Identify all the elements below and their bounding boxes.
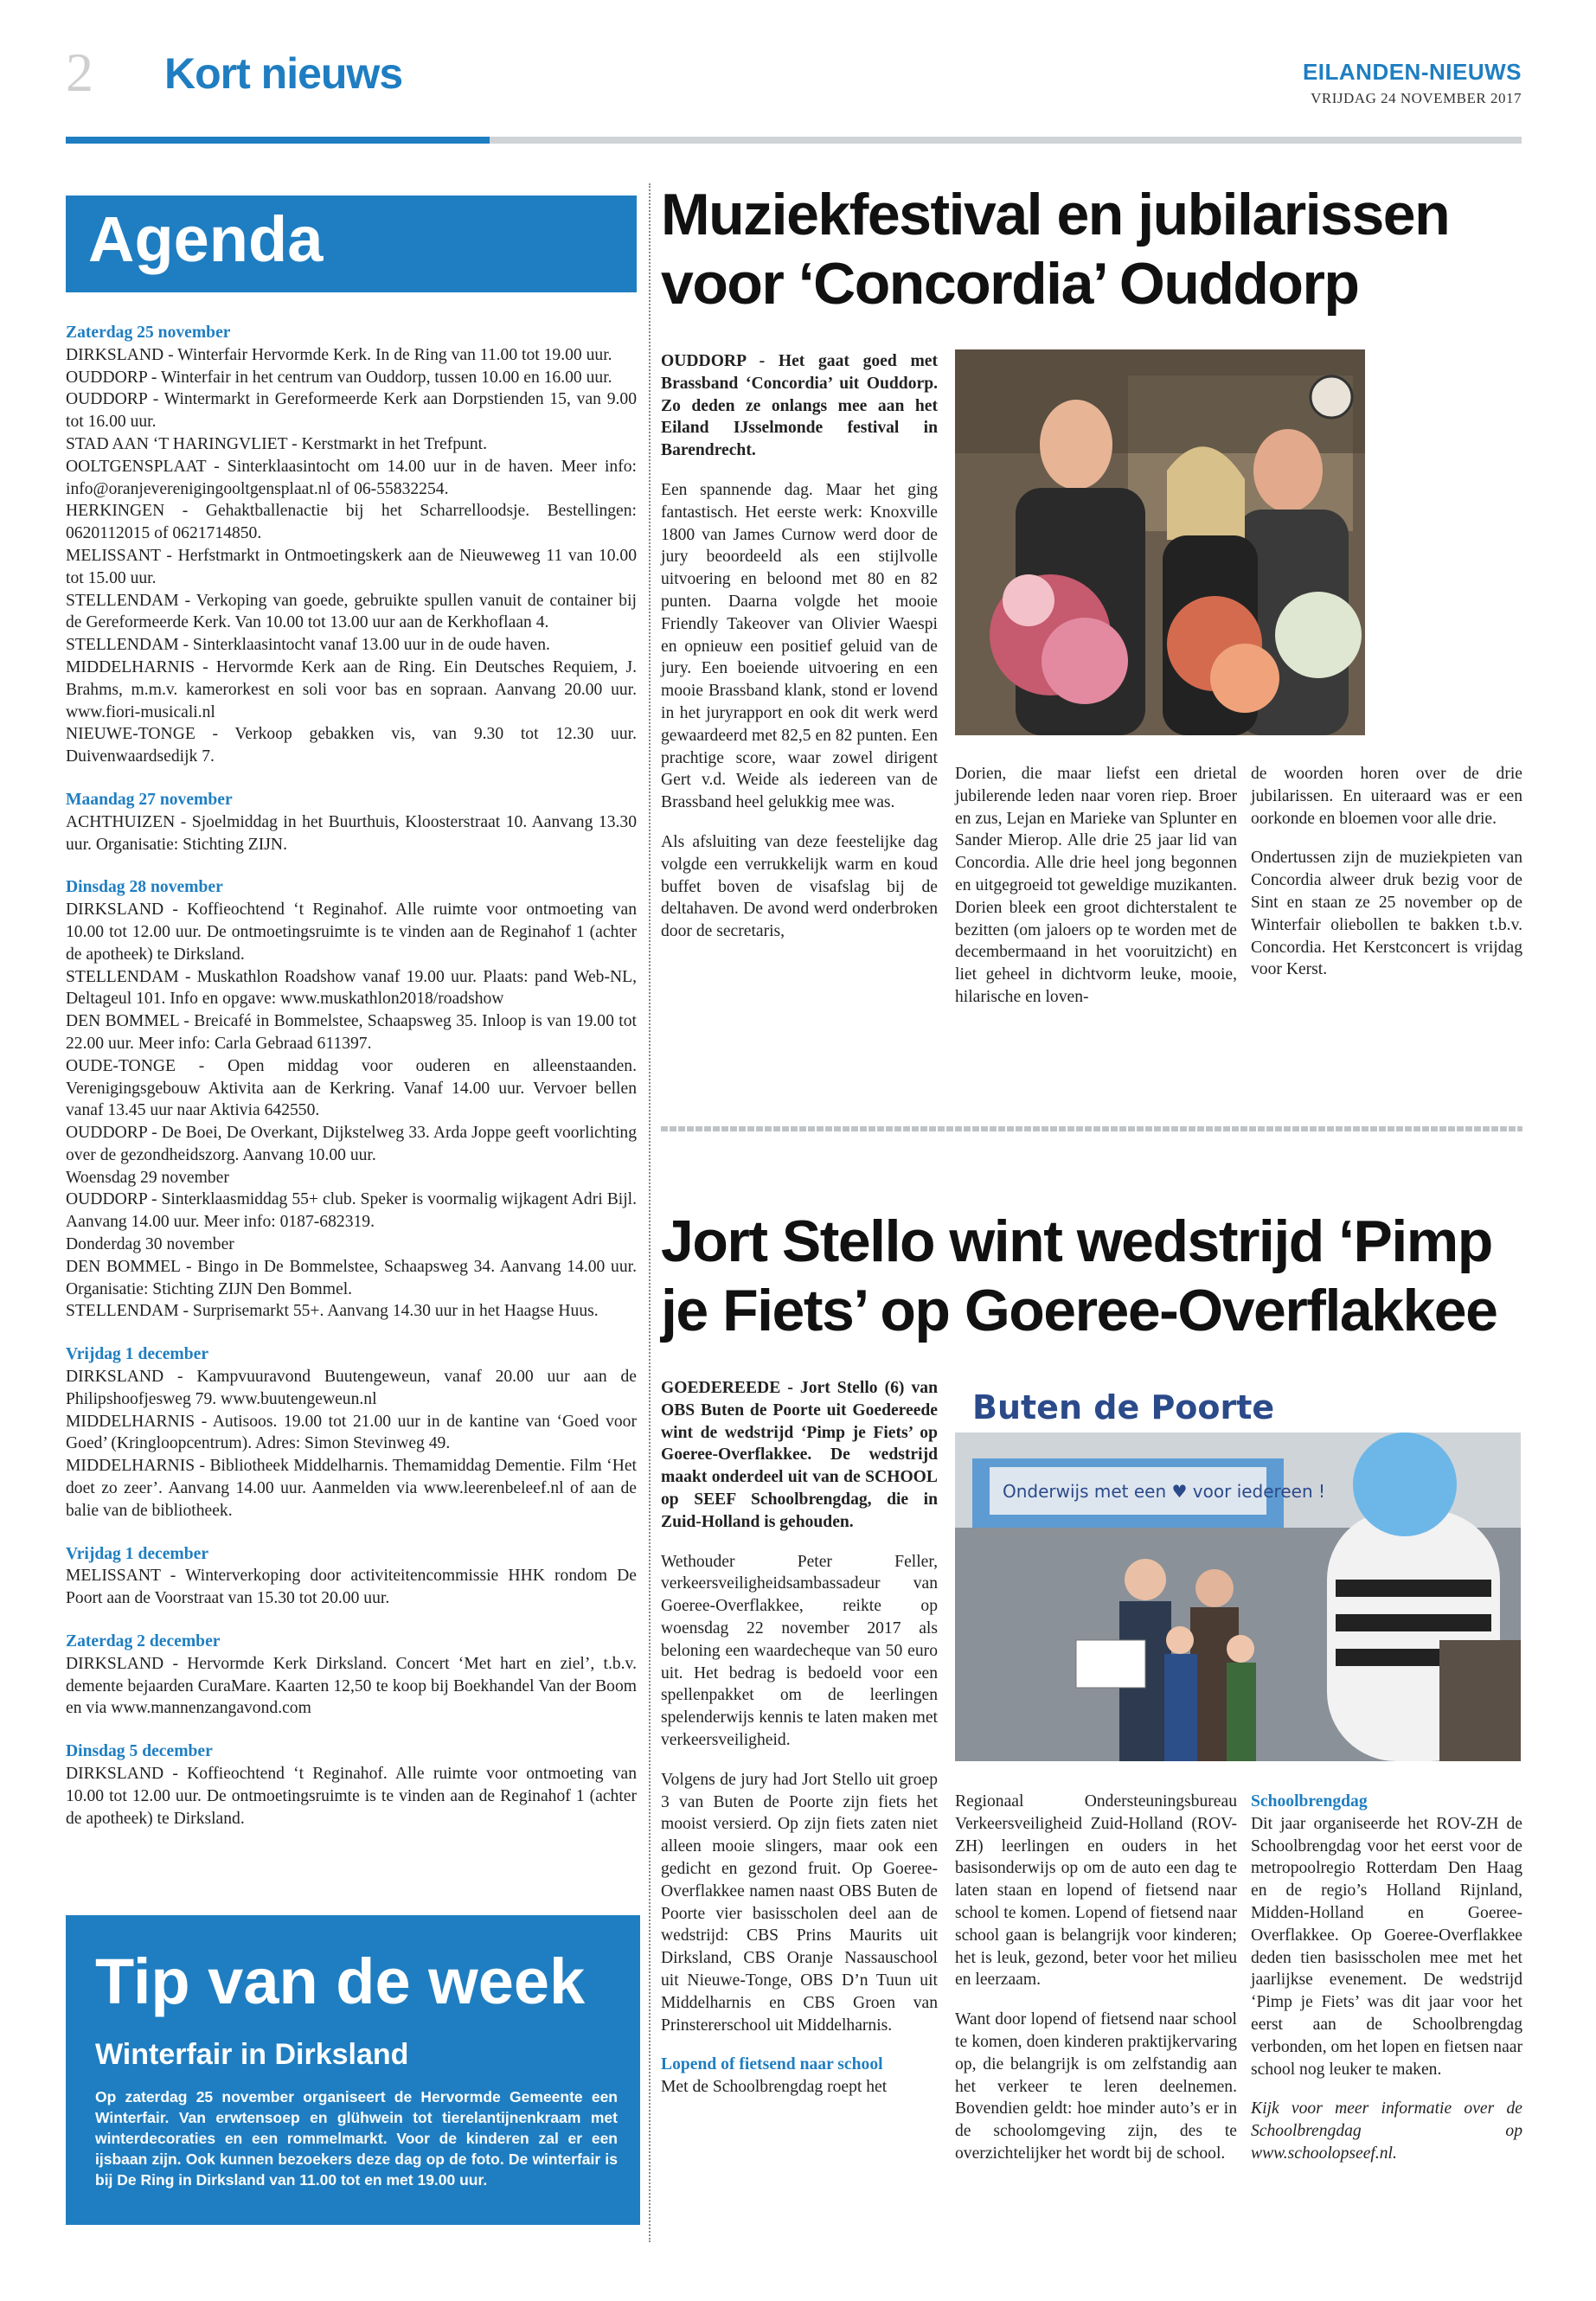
agenda-entry: NIEUWE-TONGE - Verkoop gebakken vis, van 9.30 tot 12.30 uur. Duivenwaardsedijk 7.	[66, 725, 637, 766]
agenda-entry: DIRKSLAND - Winterfair Hervormde Kerk. In de Ring van 11.00 tot 19.00 uur.	[66, 345, 612, 364]
agenda-entry: ACHTHUIZEN - Sjoelmiddag in het Buurthuis, Kloosterstraat 10. Aanvang 13.30 uur. Organisatie: Stichting ZIJN.	[66, 812, 637, 854]
agenda-entry: STELLENDAM - Verkoping van goede, gebruikte spullen vanuit de container bij de Gereformeerde Kerk. Van 10.00 tot 13.00 uur aan de Kerkhoflaan 4.	[66, 591, 637, 632]
article2-headline: Jort Stello wint wedstrijd ‘Pimp je Fiets’ op Goeree-Overflakkee	[661, 1208, 1497, 1343]
band-members-photo-illustration	[955, 349, 1365, 735]
article1-lead: OUDDORP - Het gaat goed met Brassband ‘Concordia’ uit Ouddorp. Zo deden ze onlangs mee aan het Eiland IJsselmonde festival in Barendrecht.	[661, 352, 938, 460]
agenda-entry: STELLENDAM - Surprisemarkt 55+. Aanvang 14.30 uur in het Haagse Huus.	[66, 1302, 599, 1321]
agenda-entry: OUDE-TONGE - Open middag voor ouderen en alleenstaanden. Verenigingsgebouw Aktivita aan de Kerkring. Vanaf 14.00 uur. Vervoer bellen vanaf 13.45 uur naar Aktivia 642550.	[66, 1056, 637, 1120]
article1-paragraph: Dorien, die maar liefst een drietal jubilerende leden naar voren riep. Broer en zus, Lejan en Marieke van Splunter en Sander Mierop. Alle drie 25 jaar lid van Concordia. Alle drie heel jong begonnen en uitgegroeid tot geweldige muzikanten. Dorien bleek een groot dichterstalent te bezitten (om jaloers op te worden met de decembermaand in het vooruitzicht) en liet geheel in dichtvorm leuke, mooie, hilarische en loven-	[955, 765, 1237, 1006]
agenda-entry: OUDDORP - Winterfair in het centrum van Ouddorp, tussen 10.00 en 16.00 uur.	[66, 368, 612, 387]
agenda-entry: STELLENDAM - Sinterklaasintocht vanaf 13.00 uur in de oude haven.	[66, 636, 550, 655]
agenda-entry: OUDDORP - Sinterklaasmiddag 55+ club. Speker is voormalig wijkagent Adri Bijl. Aanvang 14.00 uur. Meer info: 0187-682319.	[66, 1190, 637, 1232]
article2-note: Kijk voor meer informatie over de Schoolbrengdag op www.schoolopseef.nl.	[1251, 2099, 1522, 2163]
agenda-entry: MIDDELHARNIS - Hervormde Kerk aan de Ring. Ein Deutsches Requiem, J. Brahms, m.m.v. kamerorkest en soli voor bas en sopraan. Aanvang 20.00 uur. www.fiori-musicali.nl	[66, 657, 637, 721]
tip-body: Op zaterdag 25 november organiseert de Hervormde Gemeente een Winterfair. Van erwtensoep en glühwein tot tierelantijnenkraam met winterdecoraties en een rommelmarkt. Voor de kinderen zal er een ijsbaan zijn. Ook kunnen bezoekers deze dag op de foto. De winterfair is bij De Ring in Dirksland van 11.00 tot en met 19.00 uur.	[95, 2088, 618, 2189]
article1-photo	[955, 349, 1365, 735]
agenda-entry: STELLENDAM - Muskathlon Roadshow vanaf 19.00 uur. Plaats: pand Web-NL, Deltageul 101. Info en opgave: www.muskathlon2018/roadshow	[66, 967, 637, 1009]
agenda-entry: DIRKSLAND - Koffieochtend ‘t Reginahof. Alle ruimte voor ontmoeting van 10.00 tot 12.00 uur. De ontmoetingsruimte is te vinden aan de Reginahof 1 (achter de apotheek) te Dirksland.	[66, 901, 637, 964]
agenda-entry: DEN BOMMEL - Breicafé in Bommelstee, Schaapsweg 35. Inloop is van 19.00 tot 22.00 uur. Meer info: Carla Gebraad 611397.	[66, 1012, 637, 1053]
agenda-day: Zaterdag 2 december	[66, 1632, 221, 1651]
agenda-entry: MIDDELHARNIS - Bibliotheek Middelharnis. Themamiddag Dementie. Film ‘Het doet zo zeer’. Aanvang 14.00 uur. Aanmelden via www.leerenbeleef.nl of aan de balie van de bibliotheek.	[66, 1457, 637, 1520]
column-divider	[649, 183, 651, 2242]
tip-title: Tip van de week	[95, 1945, 586, 2017]
article2-paragraph: Wethouder Peter Feller, verkeersveiligheidsambassadeur van Goeree-Overflakkee, reikte op woensdag 22 november 2017 als beloning een waardecheque van 50 euro uit. Het bedrag is bedoeld voor een spellenpakket om de leerlingen spelenderwijs kennis te laten maken met verkeersveiligheid.	[661, 1552, 938, 1749]
header-rule-accent	[66, 137, 490, 144]
article1-headline: Muziekfestival en jubilarissen voor ‘Concordia’ Ouddorp	[661, 182, 1450, 317]
article2-paragraph: Met de Schoolbrengdag roept het	[661, 2078, 888, 2097]
agenda-entry: DIRKSLAND - Kampvuuravond Buutengeweun, vanaf 20.00 uur aan de Philipshoofjesweg 79. www.buutengeweun.nl	[66, 1368, 637, 1408]
agenda-day: Zaterdag 25 november	[66, 324, 231, 342]
article2-col3	[1251, 1791, 1522, 2165]
agenda-entry: HERKINGEN - Gehaktballenactie bij het Scharrelloodsje. Bestellingen: 0620112015 of 0621714850.	[66, 502, 637, 543]
photo-banner-text: Onderwijs met een ♥ voor iedereen !	[1003, 1481, 1325, 1502]
agenda-entry: DIRKSLAND - Koffieochtend ‘t Reginahof. Alle ruimte voor ontmoeting van 10.00 tot 12.00 uur. De ontmoetingsruimte is te vinden aan de Reginahof 1 (achter de apotheek) te Dirksland.	[66, 1765, 637, 1828]
agenda-entry: MIDDELHARNIS - Autisoos. 19.00 tot 21.00 uur in de kantine van ‘Goed voor Goed’ (Kringloopcentrum). Adres: Simon Stevinweg 49.	[66, 1412, 637, 1453]
agenda-entry: Donderdag 30 november	[66, 1235, 234, 1254]
article2-photo	[955, 1381, 1521, 1761]
agenda-entry: DIRKSLAND - Hervormde Kerk Dirksland. Concert ‘Met hart en ziel’, t.b.v. demente bejaarden CuraMare. Kaarten 12,50 te koop bij Boekhandel Van der Boom en via www.mannenzangavond.com	[66, 1654, 637, 1718]
article1-paragraph: Ondertussen zijn de muziekpieten van Concordia alweer druk bezig voor de Sint en staan ze 25 november op de Winterfair oliebollen te bakken t.b.v. Concordia. Het Kerstconcert is vrijdag voor Kerst.	[1251, 849, 1522, 979]
agenda-list	[66, 322, 637, 1830]
agenda-entry: STAD AAN ‘T HARINGVLIET - Kerstmarkt in het Trefpunt.	[66, 434, 487, 453]
agenda-entry: MELISSANT - Herfstmarkt in Ontmoetingskerk aan de Nieuweweg 11 van 10.00 tot 15.00 uur.	[66, 546, 637, 587]
agenda-entry: MELISSANT - Winterverkoping door activiteitencommissie HHK rondom De Poort aan de Voorstraat van 15.30 tot 20.00 uur.	[66, 1567, 637, 1608]
article1-paragraph: de woorden horen over de drie jubilarissen. En uiteraard was er een oorkonde en bloemen voor alle drie.	[1251, 765, 1522, 828]
article2-subhead: Lopend of fietsend naar school	[661, 2055, 883, 2074]
article1-paragraph: Als afsluiting van deze feestelijke dag volgde een verrukkelijk warm en koud buffet boven de visafslag bij de deltahaven. De avond werd onderbroken door de secretaris,	[661, 832, 938, 941]
article2-lead: GOEDEREEDE - Jort Stello (6) van OBS Buten de Poorte uit Goedereede wint de wedstrijd ‘Pimp je Fiets’ op Goeree-Overflakkee. De wedstrijd maakt onderdeel uit van de SCHOOL op SEEF Schoolbrengdag, die in Zuid-Holland is gehouden.	[661, 1379, 938, 1531]
issue-date: VRIJDAG 24 NOVEMBER 2017	[1311, 90, 1522, 106]
article1-col3	[1251, 763, 1522, 981]
newspaper-logo: EILANDEN-NIEUWS	[1302, 59, 1522, 85]
agenda-day: Maandag 27 november	[66, 790, 233, 809]
agenda-title: Agenda	[88, 203, 324, 275]
article2-paragraph: Volgens de jury had Jort Stello uit groep 3 van Buten de Poorte zijn fiets het mooist versierd. Op zijn fiets zaten niet alleen mooie slingers, maar ook een gedicht en gezond fruit. Op Goeree-Overflakkee namen naast OBS Buten de Poorte vier basisscholen deel aan de wedstrijd: CBS Prins Maurits uit Dirksland, CBS Oranje Nassauschool uit Nieuwe-Tonge, OBS D’n Tuun uit Middelharnis en CBS Groen van Prinstererschool uit Middelharnis.	[661, 1770, 938, 2035]
article2-col2	[955, 1791, 1237, 2165]
agenda-entry: OUDDORP - De Boei, De Overkant, Dijkstelweg 33. Arda Joppe geeft voorlichting over de gezondheidszorg. Aanvang 10.00 uur.	[66, 1124, 637, 1164]
article2-col1	[661, 1377, 938, 2099]
agenda-day: Dinsdag 28 november	[66, 878, 223, 897]
page-number: 2	[66, 42, 93, 103]
agenda-day: Vrijdag 1 december	[66, 1345, 209, 1364]
photo-sign-text: Buten de Poorte	[972, 1388, 1275, 1426]
agenda-day: Dinsdag 5 december	[66, 1742, 213, 1761]
agenda-entry: DEN BOMMEL - Bingo in De Bommelstee, Schaapsweg 34. Aanvang 14.00 uur. Organisatie: Stichting ZIJN Den Bommel.	[66, 1257, 637, 1298]
article1-paragraph: Een spannende dag. Maar het ging fantastisch. Het eerste werk: Knoxville 1800 van James Curnow werd door de jury beoordeeld als een stijlvolle uitvoering en beloond met 80 en 82 punten. Daarna volgde het mooie Friendly Takeover van Olivier Waespi en opnieuw een positief geluid van de jury. Een boeiende uitvoering en een mooie Brassband klank, stond er lovend in het juryrapport en ook dit werk werd gewaardeerd met 82,5 en 82 punten. Een prachtige score, waar zowel dirigent Gert v.d. Weide als iedereen van de Brassband heel gelukkig mee was.	[661, 480, 938, 812]
article1-col1	[661, 350, 938, 943]
agenda-day: Vrijdag 1 december	[66, 1544, 209, 1563]
tip-box	[66, 1915, 640, 2225]
section-title: Kort nieuws	[164, 49, 403, 98]
agenda-entry: Woensdag 29 november	[66, 1168, 229, 1187]
article1-col2	[955, 763, 1237, 1009]
agenda-entry: OOLTGENSPLAAT - Sinterklaasintocht om 14.00 uur in de haven. Meer info: info@oranjeverenigingooltgensplaat.nl of 06-55832254.	[66, 457, 637, 498]
article2-paragraph: Dit jaar organiseerde het ROV-ZH de Schoolbrengdag voor het eerst voor de metropoolregio Rotterdam Den Haag en de regio’s Holland Rijnland, Midden-Holland en Goeree-Overflakkee. Op Goeree-Overflakkee deden tien basisscholen mee met het jaarlijkse evenement. De wedstrijd ‘Pimp je Fiets’ was dit jaar voor het eerst aan de Schoolbrengdag verbonden, om het lopen en fietsen naar school nog leuker te maken.	[1251, 1814, 1522, 2079]
article2-subhead: Schoolbrengdag	[1251, 1792, 1368, 1811]
tip-subtitle: Winterfair in Dirksland	[95, 2038, 409, 2071]
article-separator	[661, 1126, 1522, 1131]
article2-paragraph: Regionaal Ondersteuningsbureau Verkeersveiligheid Zuid-Holland (ROV-ZH) leerlingen en ouders in het basisonderwijs op om de auto een dag te laten staan en lopend of fietsend naar school te komen. Lopend of fietsend naar school gaan is belangrijk voor kinderen; het is leuk, gezond, beter voor het milieu en leerzaam.	[955, 1792, 1237, 1990]
agenda-entry: OUDDORP - Wintermarkt in Gereformeerde Kerk aan Dorpstienden 15, van 9.00 tot 16.00 uur.	[66, 390, 637, 432]
school-winner-photo-illustration	[955, 1381, 1521, 1761]
article2-paragraph: Want door lopend of fietsend naar school te komen, doen kinderen praktijkervaring op, die belangrijk is om zelfstandig aan het verkeer te leren deelnemen. Bovendien geldt: hoe minder auto’s er in de schoolomgeving zijn, des te overzichtelijker het wordt bij de school.	[955, 2010, 1237, 2163]
